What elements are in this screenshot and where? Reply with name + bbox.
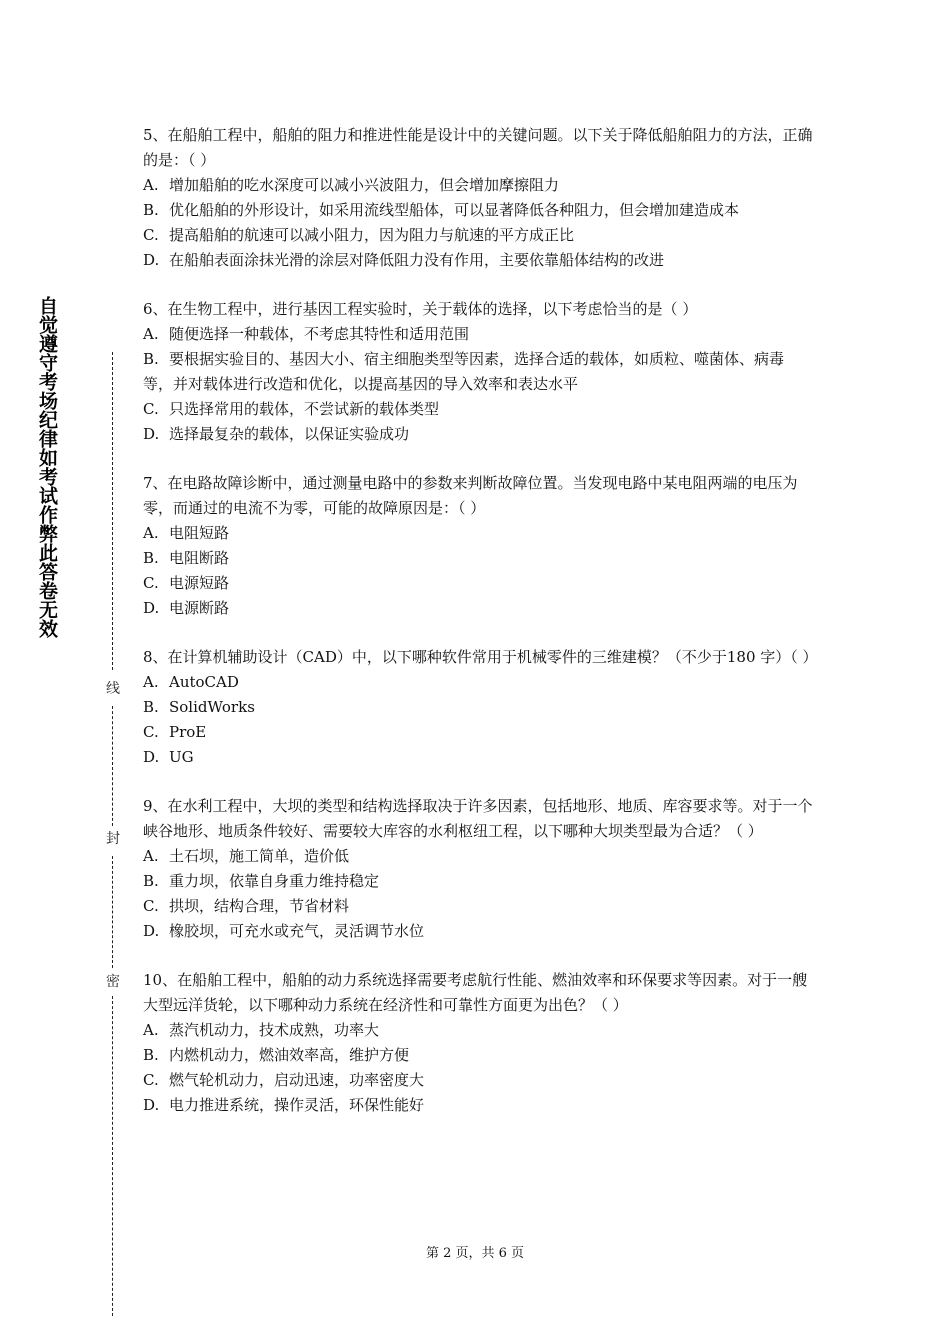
option-letter: B. xyxy=(143,201,159,219)
option-letter: D. xyxy=(143,599,160,617)
option-text: UG xyxy=(169,748,194,766)
option-text: 提高船舶的航速可以减小阻力，因为阻力与航速的平方成正比 xyxy=(169,226,575,244)
question-stem: 5、在船舶工程中，船舶的阻力和推进性能是设计中的关键问题。以下关于降低船舶阻力的方法，正确的是：（ ） xyxy=(143,126,813,169)
option-d[interactable] xyxy=(143,422,813,447)
option-text: 选择最复杂的载体，以保证实验成功 xyxy=(169,425,410,443)
option-letter: C. xyxy=(143,897,159,915)
option-text: 重力坝，依靠自身重力维持稳定 xyxy=(169,872,380,890)
option-letter: A. xyxy=(143,673,159,691)
option-a[interactable] xyxy=(143,844,813,869)
option-letter: B. xyxy=(143,872,159,890)
option-a[interactable] xyxy=(143,670,813,695)
option-b[interactable] xyxy=(143,695,813,720)
question-stem: 9、在水利工程中，大坝的类型和结构选择取决于许多因素，包括地形、地质、库容要求等。对于一个峡谷地形、地质条件较好、需要较大库容的水利枢纽工程，以下哪种大坝类型最为合适？（ ） xyxy=(143,797,813,840)
option-letter: C. xyxy=(143,400,159,418)
option-b[interactable] xyxy=(143,198,813,223)
option-d[interactable] xyxy=(143,919,813,944)
question-stem: 6、在生物工程中，进行基因工程实验时，关于载体的选择，以下考虑恰当的是（ ） xyxy=(143,300,698,318)
question-stem: 10、在船舶工程中，船舶的动力系统选择需要考虑航行性能、燃油效率和环保要求等因素。对于一艘大型远洋货轮，以下哪种动力系统在经济性和可靠性方面更为出色？（ ） xyxy=(143,971,808,1014)
option-text: 燃气轮机动力，启动迅速，功率密度大 xyxy=(169,1071,425,1089)
option-d[interactable] xyxy=(143,596,813,621)
option-letter: B. xyxy=(143,549,159,567)
page-number: 第 2 页，共 6 页 xyxy=(425,1246,525,1261)
option-c[interactable] xyxy=(143,894,813,919)
option-letter: D. xyxy=(143,922,160,940)
option-text: 电阻断路 xyxy=(169,549,230,567)
option-text: 优化船舶的外形设计，如采用流线型船体，可以显著降低各种阻力，但会增加建造成本 xyxy=(169,201,740,219)
option-text: 橡胶坝，可充水或充气，灵活调节水位 xyxy=(169,922,425,940)
option-a[interactable] xyxy=(143,322,813,347)
option-letter: C. xyxy=(143,226,159,244)
option-letter: A. xyxy=(143,524,159,542)
option-d[interactable] xyxy=(143,745,813,770)
question-stem: 7、在电路故障诊断中，通过测量电路中的参数来判断故障位置。当发现电路中某电阻两端的电压为零，而通过的电流不为零，可能的故障原因是：（ ） xyxy=(143,474,798,517)
option-letter: D. xyxy=(143,1096,160,1114)
option-text: 电源短路 xyxy=(169,574,230,592)
option-b[interactable] xyxy=(143,546,813,571)
option-letter: A. xyxy=(143,847,159,865)
option-text: 要根据实验目的、基因大小、宿主细胞类型等因素，选择合适的载体，如质粒、噬菌体、病毒等，并对载体进行改造和优化，以提高基因的导入效率和表达水平 xyxy=(143,350,785,393)
option-letter: D. xyxy=(143,251,160,269)
option-b[interactable] xyxy=(143,347,813,397)
binding-mark-seal: 封 xyxy=(106,831,120,847)
option-text: 拱坝，结构合理，节省材料 xyxy=(169,897,350,915)
question-stem: 8、在计算机辅助设计（CAD）中，以下哪种软件常用于机械零件的三维建模？（不少于180 字）（ ） xyxy=(143,648,818,666)
option-letter: B. xyxy=(143,1046,159,1064)
option-text: 随便选择一种载体，不考虑其特性和适用范围 xyxy=(169,325,470,343)
option-letter: C. xyxy=(143,723,159,741)
option-b[interactable] xyxy=(143,1043,813,1068)
exam-rule-warning: 自觉遵守考场纪律如考试作弊此答卷无效 xyxy=(36,296,58,638)
option-c[interactable] xyxy=(143,397,813,422)
binding-line-segment xyxy=(112,996,113,1316)
question-5 xyxy=(143,123,813,273)
question-8 xyxy=(143,645,818,770)
option-text: ProE xyxy=(169,723,207,741)
option-letter: C. xyxy=(143,574,159,592)
option-letter: A. xyxy=(143,1021,159,1039)
binding-line-segment xyxy=(112,706,113,826)
binding-line-segment xyxy=(112,352,113,670)
option-text: 增加船舶的吃水深度可以减小兴波阻力，但会增加摩擦阻力 xyxy=(169,176,560,194)
option-d[interactable] xyxy=(143,248,813,273)
option-letter: B. xyxy=(143,698,159,716)
question-10 xyxy=(143,968,813,1118)
option-b[interactable] xyxy=(143,869,813,894)
option-letter: D. xyxy=(143,425,160,443)
binding-mark-close: 密 xyxy=(106,974,120,990)
option-c[interactable] xyxy=(143,571,813,596)
binding-mark-line: 线 xyxy=(106,681,120,697)
option-a[interactable] xyxy=(143,173,813,198)
option-text: 内燃机动力，燃油效率高，维护方便 xyxy=(169,1046,410,1064)
option-c[interactable] xyxy=(143,1068,813,1093)
option-text: 蒸汽机动力，技术成熟，功率大 xyxy=(169,1021,380,1039)
option-text: 电源断路 xyxy=(169,599,230,617)
option-d[interactable] xyxy=(143,1093,813,1118)
option-text: 只选择常用的载体，不尝试新的载体类型 xyxy=(169,400,440,418)
question-7 xyxy=(143,471,813,621)
question-9 xyxy=(143,794,813,944)
option-text: 电力推进系统，操作灵活，环保性能好 xyxy=(169,1096,425,1114)
option-c[interactable] xyxy=(143,223,813,248)
option-text: 电阻短路 xyxy=(169,524,230,542)
binding-line-segment xyxy=(112,856,113,968)
option-text: 在船舶表面涂抹光滑的涂层对降低阻力没有作用，主要依靠船体结构的改进 xyxy=(169,251,665,269)
option-text: SolidWorks xyxy=(169,698,255,716)
option-letter: A. xyxy=(143,176,159,194)
option-letter: D. xyxy=(143,748,160,766)
option-text: AutoCAD xyxy=(169,673,239,691)
option-letter: A. xyxy=(143,325,159,343)
option-text: 土石坝，施工简单，造价低 xyxy=(169,847,350,865)
question-list xyxy=(143,123,818,1142)
question-6 xyxy=(143,297,813,447)
option-a[interactable] xyxy=(143,1018,813,1043)
option-letter: C. xyxy=(143,1071,159,1089)
option-c[interactable] xyxy=(143,720,813,745)
option-letter: B. xyxy=(143,350,159,368)
option-a[interactable] xyxy=(143,521,813,546)
